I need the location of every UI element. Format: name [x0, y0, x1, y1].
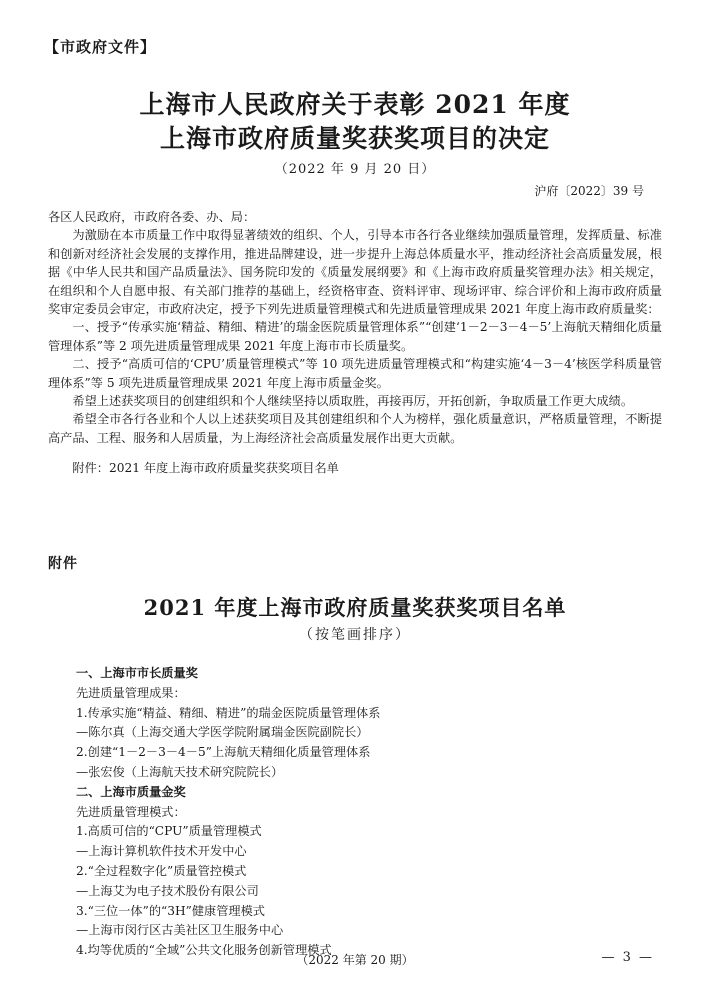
body-paragraph-1: 为激励在本市质量工作中取得显著绩效的组织、个人，引导本市各行各业继续加强质量管理，发挥质量、标准和创新对经济社会发展的支撑作用，推进品牌建设，进一步提升上海总体质量水平，推动经济社会高质量发展，根据《中华人民共和国产品质量法》、国务院印发的《质量发展纲要》和《上海市政府质量奖管理办法》相关规定，在组织和个人自愿申报、有关部门推荐的基础上，经资格审查、资料评审、现场评审、综合评价和上海市政府质量奖审定委员会审定，市政府决定，授予下列先进质量管理模式和先进质量管理成果 2021 年度上海市政府质量奖：: [48, 228, 662, 317]
document-body: [48, 208, 662, 478]
body-paragraph-5: 希望全市各行各业和个人以上述获奖项目及其创建组织和个人为榜样，强化质量意识，严格质量管理，不断提高产品、工程、服务和人居质量，为上海经济社会高质量发展作出更大贡献。: [48, 412, 662, 445]
body-paragraph-3: 二、授予“高质可信的‘CPU’质量管理模式”等 10 项先进质量管理模式和“构建实施‘4－3－4’核医学科质量管理体系”等 5 项先进质量管理成果 2021 年度上海市质量金奖。: [48, 357, 662, 390]
document-title-line-1: 上海市人民政府关于表彰 2021 年度: [139, 90, 571, 119]
annex-label: 附件: [48, 556, 78, 572]
annex-title: 2021 年度上海市政府质量奖获奖项目名单: [143, 595, 567, 620]
annex-list-item: 2.创建“1－2－3－4－5”上海航天精细化质量管理体系: [76, 745, 371, 760]
section-tag: 【市政府文件】: [44, 38, 157, 56]
annex-list-item: —上海艾为电子技术股份有限公司: [76, 883, 259, 898]
annex-list-item: 先进质量管理成果：: [76, 685, 186, 700]
annex-list-item: —上海市闵行区古美社区卫生服务中心: [76, 923, 284, 938]
document-title-line-2: 上海市政府质量奖获奖项目的决定: [159, 124, 550, 153]
annex-list: [76, 664, 676, 961]
annex-list-item: 2.“全过程数字化”质量管控模式: [76, 863, 247, 878]
annex-list-item: 1.高质可信的“CPU”质量管理模式: [76, 824, 262, 839]
annex-list-item: 3.“三位一体”的“3H”健康管理模式: [76, 903, 265, 918]
annex-list-item: —张宏俊（上海航天技术研究院院长）: [76, 764, 284, 779]
body-paragraph-2: 一、授予“传承实施‘精益、精细、精进’的瑞金医院质量管理体系”“创建‘1－2－3－4－5’上海航天精细化质量管理体系”等 2 项先进质量管理成果 2021 年度上海市市长质量奖。: [48, 320, 662, 353]
annex-subtitle: （按笔画排序）: [299, 627, 411, 643]
annex-section-heading: 二、上海市质量金奖: [76, 784, 186, 799]
annex-section-heading: 一、上海市市长质量奖: [76, 666, 198, 680]
annex-list-item: —上海计算机软件技术开发中心: [76, 844, 247, 859]
annex-list-item: 4.均等优质的“全域”公共文化服务创新管理模式: [76, 943, 332, 958]
document-number: 沪府〔2022〕39 号: [534, 184, 644, 198]
body-paragraph-4: 希望上述获奖项目的创建组织和个人继续坚持以质取胜，再接再厉，开拓创新，争取质量工作更大成绩。: [72, 394, 634, 409]
attachment-reference: 附件：2021 年度上海市政府质量奖获奖项目名单: [72, 461, 339, 476]
annex-list-item: 1.传承实施“精益、精细、精进”的瑞金医院质量管理体系: [76, 705, 381, 720]
annex-list-item: 先进质量管理模式：: [76, 804, 186, 819]
page-number: — 3 —: [601, 950, 654, 965]
document-date: （2022 年 9 月 20 日）: [274, 162, 436, 177]
salutation: 各区人民政府，市政府各委、办、局：: [48, 210, 256, 224]
annex-list-item: —陈尔真（上海交通大学医学院附属瑞金医院副院长）: [76, 725, 369, 740]
footer-issue: （2022 年第 20 期）: [296, 953, 414, 967]
